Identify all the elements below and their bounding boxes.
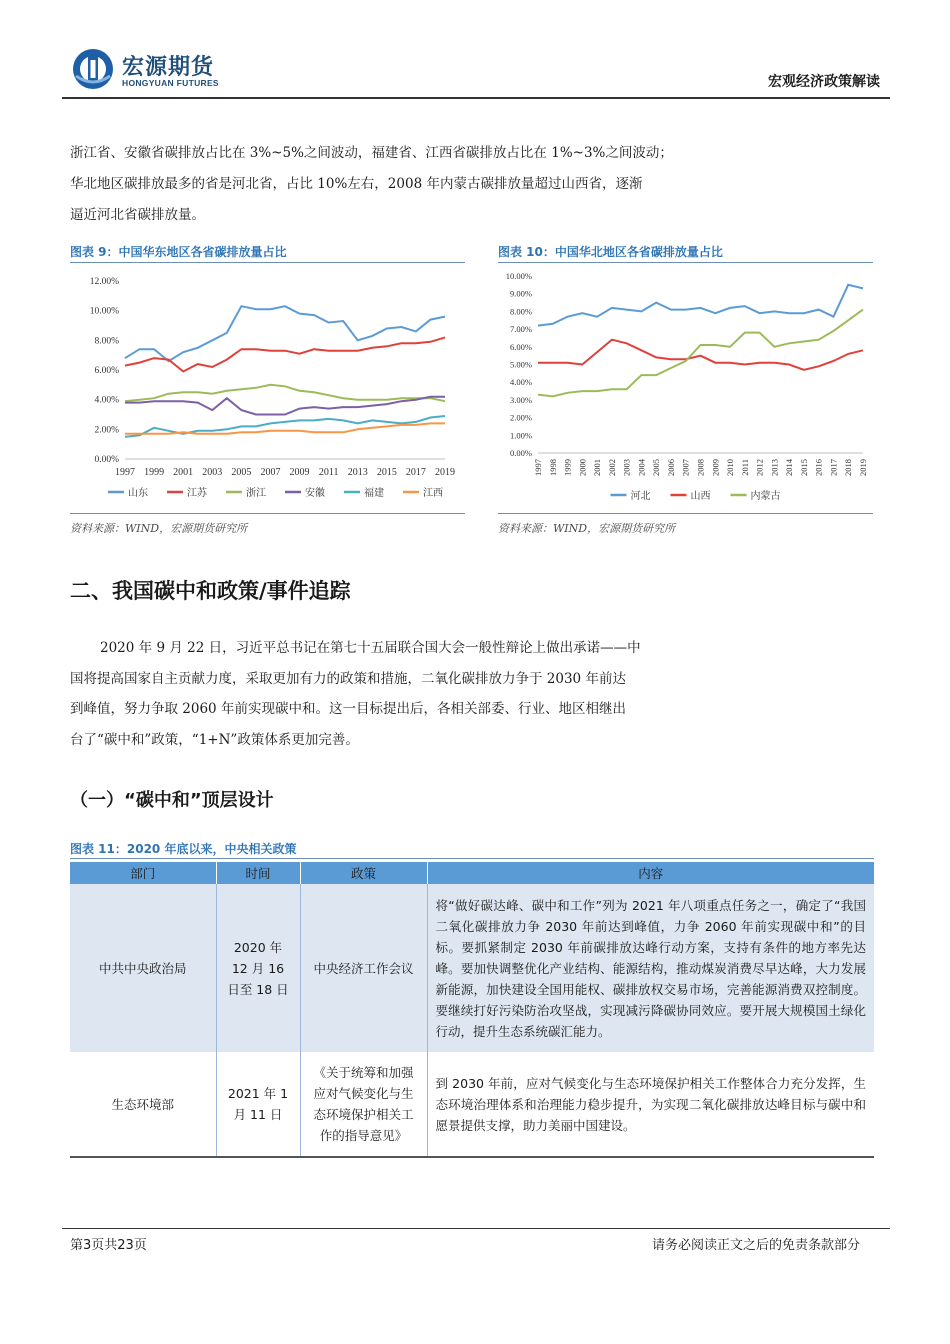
x-tick-label: 2008 bbox=[695, 459, 706, 476]
y-tick-label: 4.00% bbox=[510, 377, 532, 388]
series-line-内蒙古 bbox=[538, 310, 863, 397]
table-row bbox=[70, 884, 874, 1052]
section-paragraph bbox=[70, 633, 876, 755]
x-tick-label: 2019 bbox=[858, 459, 868, 476]
paragraph-line-1: 2020 年 9 月 22 日，习近平总书记在第七十五届联合国大会一般性辩论上做出承诺——中 bbox=[100, 640, 641, 656]
paragraph-line-2: 国将提高国家自主贡献力度，采取更加有力的政策和措施，二氧化碳排放力争于 2030 年前达 bbox=[70, 670, 626, 687]
x-tick-label: 2013 bbox=[347, 467, 368, 478]
table-row bbox=[70, 1052, 874, 1157]
x-tick-label: 2007 bbox=[680, 459, 691, 476]
x-tick-label: 2005 bbox=[231, 467, 252, 478]
y-tick-label: 10.00% bbox=[89, 306, 119, 317]
x-tick-label: 2016 bbox=[813, 459, 824, 476]
series-line-河北 bbox=[538, 285, 863, 326]
x-tick-label: 2015 bbox=[376, 467, 397, 478]
subsection-heading: （一）“碳中和”顶层设计 bbox=[70, 790, 274, 811]
policy-table bbox=[70, 862, 874, 1158]
x-tick-label: 1997 bbox=[115, 467, 135, 478]
legend-label: 河北 bbox=[630, 491, 651, 502]
figure-9-title: 图表 9：中国华东地区各省碳排放量占比 bbox=[70, 245, 287, 259]
disclaimer-note: 请务必阅读正文之后的免责条款部分 bbox=[651, 1238, 860, 1253]
y-tick-label: 0.00% bbox=[510, 448, 532, 458]
table-top-rule bbox=[70, 858, 874, 859]
legend-label: 安徽 bbox=[305, 488, 325, 499]
x-tick-label: 1998 bbox=[547, 459, 558, 476]
intro-line-2: 华北地区碳排放最多的省是河北省，占比 10%左右，2008 年内蒙古碳排放量超过山西省，逐渐 bbox=[70, 176, 643, 192]
x-tick-label: 2005 bbox=[651, 459, 662, 476]
series-line-江苏 bbox=[125, 337, 445, 371]
x-tick-label: 2011 bbox=[739, 459, 750, 476]
figure-11-title: 图表 11：2020 年底以来，中央相关政策 bbox=[70, 842, 297, 856]
y-tick-label: 3.00% bbox=[510, 394, 532, 405]
series-line-山东 bbox=[125, 306, 445, 361]
y-tick-label: 4.00% bbox=[94, 395, 119, 406]
figure-10-title: 图表 10：中国华北地区各省碳排放量占比 bbox=[498, 245, 723, 259]
y-tick-label: 1.00% bbox=[510, 430, 532, 441]
logo-chinese-text: 宏源期货 bbox=[122, 55, 215, 80]
figure-10-source: 资料来源：WIND，宏源期货研究所 bbox=[498, 522, 676, 535]
header-content: 内容 bbox=[427, 862, 874, 884]
y-tick-label: 9.00% bbox=[510, 288, 532, 299]
x-tick-label: 2010 bbox=[725, 459, 736, 476]
figure-9-source: 资料来源：WIND，宏源期货研究所 bbox=[70, 522, 248, 535]
figure-9-line-chart bbox=[70, 263, 465, 513]
x-tick-label: 2002 bbox=[606, 459, 617, 476]
x-tick-label: 2012 bbox=[754, 459, 765, 476]
x-tick-label: 2018 bbox=[843, 459, 854, 476]
table-header-row bbox=[70, 862, 874, 884]
header-policy: 政策 bbox=[300, 862, 427, 884]
x-tick-label: 2000 bbox=[577, 459, 588, 476]
y-tick-label: 0.00% bbox=[94, 455, 119, 465]
figure-10-line-chart bbox=[498, 263, 873, 513]
legend-label: 江苏 bbox=[187, 488, 207, 499]
series-line-浙江 bbox=[125, 385, 445, 401]
x-tick-label: 2013 bbox=[769, 459, 780, 476]
legend-label: 江西 bbox=[423, 488, 443, 499]
x-tick-label: 2014 bbox=[784, 459, 795, 476]
y-tick-label: 5.00% bbox=[510, 359, 532, 370]
y-tick-label: 6.00% bbox=[94, 366, 119, 376]
logo-english-text: HONGYUAN FUTURES bbox=[122, 78, 219, 88]
cell-policy: 中央经济工作会议 bbox=[300, 884, 427, 1052]
cell-content: 到 2030 年前，应对气候变化与生态环境保护相关工作整体合力充分发挥，生态环境治理体系和治理能力稳步提升，为实现二氧化碳排放达峰目标与碳中和愿景提供支撑，助力美丽中国建设。 bbox=[427, 1052, 874, 1157]
y-tick-label: 2.00% bbox=[510, 412, 532, 423]
x-tick-label: 2017 bbox=[405, 467, 426, 478]
y-tick-label: 7.00% bbox=[510, 324, 532, 335]
x-tick-label: 2003 bbox=[202, 467, 223, 478]
cell-dept: 生态环境部 bbox=[70, 1052, 216, 1157]
section-heading: 二、我国碳中和政策/事件追踪 bbox=[70, 579, 351, 603]
y-tick-label: 8.00% bbox=[510, 306, 532, 317]
header-divider bbox=[62, 97, 890, 99]
x-tick-label: 2001 bbox=[592, 459, 603, 476]
x-tick-label: 2019 bbox=[435, 467, 455, 478]
y-tick-label: 2.00% bbox=[94, 425, 119, 436]
x-tick-label: 2007 bbox=[260, 467, 281, 478]
x-tick-label: 1999 bbox=[144, 467, 165, 478]
figure-10-frame bbox=[498, 262, 873, 514]
x-tick-label: 2017 bbox=[828, 459, 839, 476]
header-time: 时间 bbox=[216, 862, 300, 884]
x-tick-label: 2015 bbox=[798, 459, 809, 476]
report-category: 宏观经济政策解读 bbox=[768, 74, 880, 90]
legend-label: 山西 bbox=[690, 491, 711, 502]
paragraph-line-3: 到峰值，努力争取 2060 年前实现碳中和。这一目标提出后，各相关部委、行业、地区相继出 bbox=[70, 701, 626, 717]
y-tick-label: 8.00% bbox=[94, 336, 119, 347]
cell-time: 2021 年 1 月 11 日 bbox=[216, 1052, 300, 1157]
cell-policy: 《关于统筹和加强应对气候变化与生态环境保护相关工作的指导意见》 bbox=[300, 1052, 427, 1157]
x-tick-label: 2009 bbox=[289, 467, 310, 478]
x-tick-label: 2011 bbox=[318, 467, 339, 478]
legend-label: 福建 bbox=[364, 488, 384, 499]
intro-line-1: 浙江省、安徽省碳排放占比在 3%~5%之间波动，福建省、江西省碳排放占比在 1%~3%之间波动； bbox=[70, 145, 673, 161]
legend-label: 浙江 bbox=[246, 488, 266, 499]
cell-dept: 中共中央政治局 bbox=[70, 884, 216, 1052]
x-tick-label: 2006 bbox=[665, 459, 676, 476]
page-number: 第3页共23页 bbox=[70, 1238, 147, 1253]
header-dept: 部门 bbox=[70, 862, 216, 884]
x-tick-label: 1999 bbox=[562, 459, 573, 476]
cell-time: 2020 年 12 月 16 日至 18 日 bbox=[216, 884, 300, 1052]
figure-9-frame bbox=[70, 262, 465, 514]
cell-content: 将“做好碳达峰、碳中和工作”列为 2021 年八项重点任务之一，确定了“我国二氧化碳排放力争 2030 年前达到峰值，力争 2060 年前实现碳中和”的目标。要抓紧制定 2030 年前碳排放达峰行动方案，支持有条件的地方率先达峰。要加快调整优化产业结构、能源结构，推动煤炭消费尽早达峰，大力发展新能源，加快建设全国用能权、碳排放权交易市场，完善能源消费双控制度。要继续打好污染防治攻坚战，实现减污降碳协同效应。要开展大规模国土绿化行动，提升生态系统碳汇能力。 bbox=[427, 884, 874, 1052]
y-tick-label: 10.00% bbox=[505, 271, 532, 281]
y-tick-label: 12.00% bbox=[89, 277, 119, 287]
x-tick-label: 2009 bbox=[710, 459, 721, 476]
x-tick-label: 2004 bbox=[636, 459, 647, 476]
intro-line-3: 逼近河北省碳排放量。 bbox=[70, 207, 205, 223]
x-tick-label: 1997 bbox=[533, 459, 543, 476]
hongyuan-logo-icon bbox=[72, 48, 114, 90]
y-tick-label: 6.00% bbox=[510, 341, 532, 352]
footer-divider bbox=[62, 1228, 890, 1229]
x-tick-label: 2001 bbox=[173, 467, 194, 478]
legend-label: 山东 bbox=[128, 488, 148, 499]
legend-label: 内蒙古 bbox=[750, 491, 781, 502]
paragraph-line-4: 台了“碳中和”政策，“1+N”政策体系更加完善。 bbox=[70, 731, 359, 748]
x-tick-label: 2003 bbox=[621, 459, 632, 476]
